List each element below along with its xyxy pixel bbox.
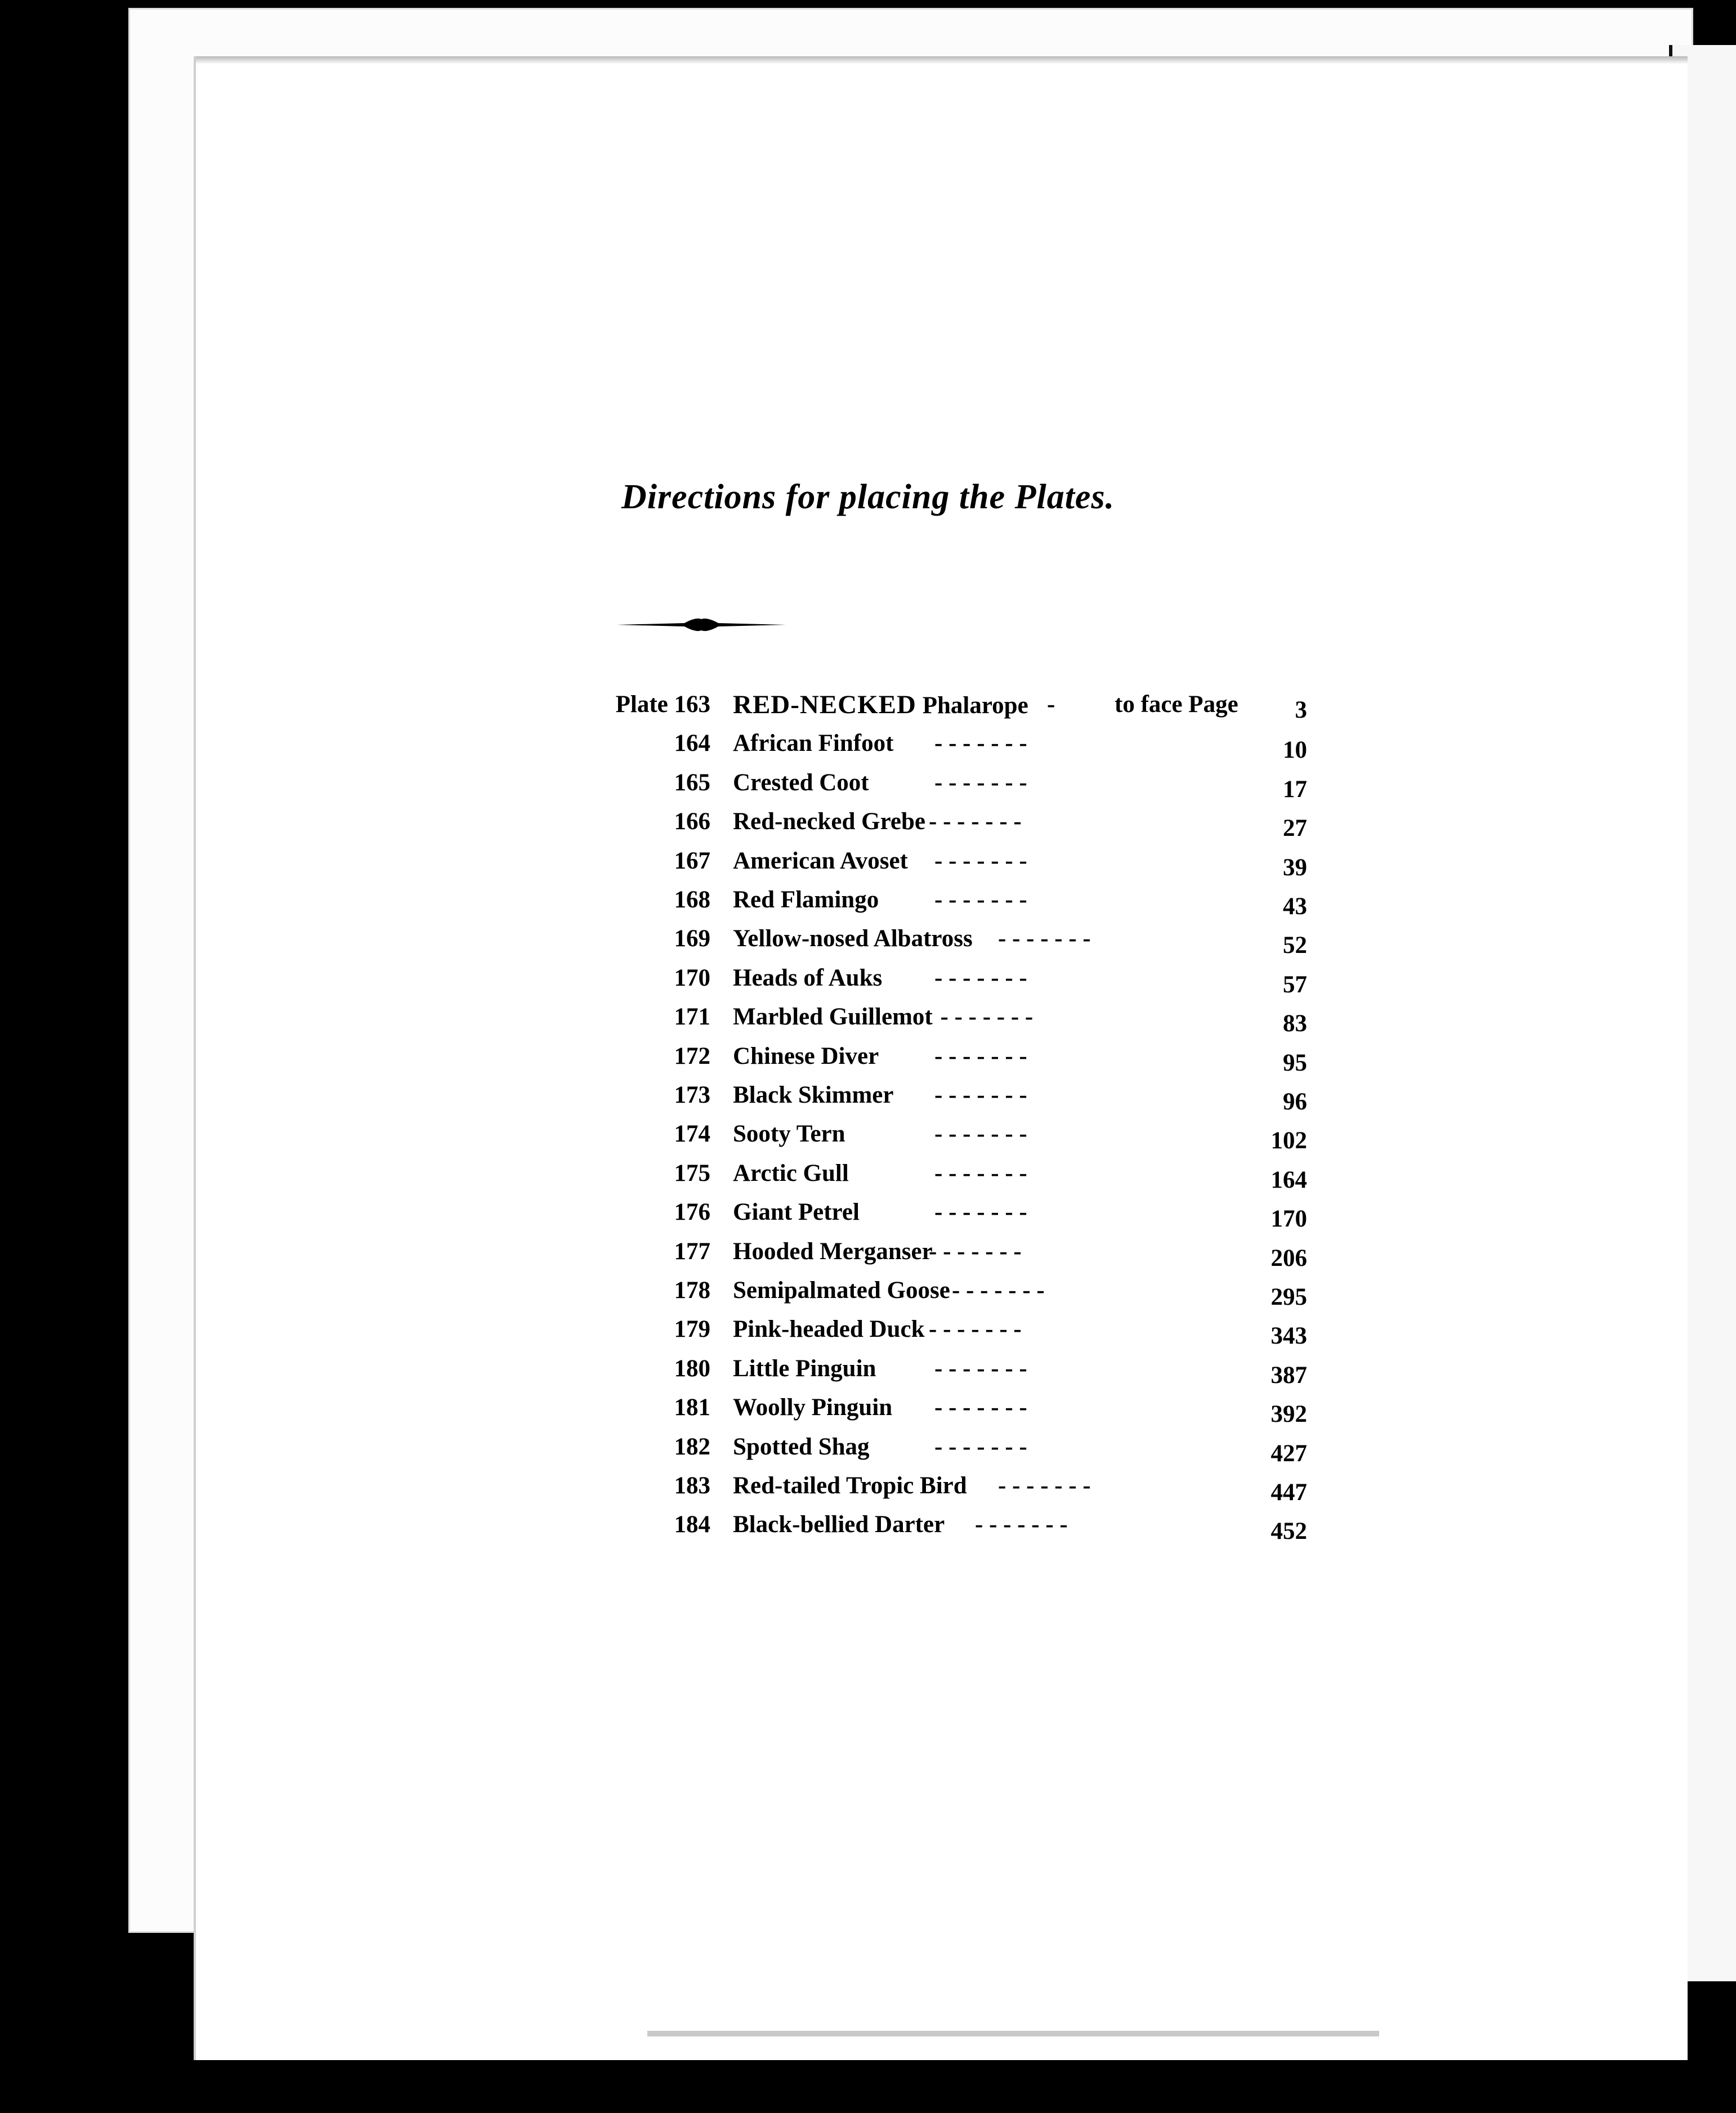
page-title: Directions for placing the Plates. [621,478,1115,516]
page-number: 427 [1270,1440,1307,1467]
plate-number: 184 [674,1511,710,1538]
page-number: 96 [1283,1089,1307,1115]
plate-number: 164 [674,730,710,757]
dot-leader: - - - - - - - [934,769,1027,796]
bird-name: Semipalmated Goose [733,1277,950,1304]
list-item [0,882,1736,918]
plate-number: 181 [674,1394,710,1421]
bird-name: Yellow-nosed Albatross [733,925,973,952]
to-face-page-caption: to face Page [1115,691,1238,718]
plate-number [616,687,710,723]
page-number: 295 [1270,1284,1307,1310]
page-number: 164 [1270,1166,1307,1193]
page-number: 452 [1270,1518,1307,1545]
dot-leader: - - - - - - - [934,1394,1027,1421]
page-number: 95 [1283,1049,1307,1076]
plate-number: 166 [674,808,710,835]
page-number: 43 [1283,893,1307,920]
page-number: 17 [1283,776,1307,803]
plate-number: 182 [674,1433,710,1460]
plate-number: 179 [674,1316,710,1343]
plate-number: 172 [674,1042,710,1069]
dot-leader: - - - - - - - [934,1042,1027,1069]
leader-dash: - [1047,691,1055,718]
list-item [0,843,1736,879]
bird-name: Heads of Auks [733,964,883,991]
dot-leader: - - - - - - - [934,887,1027,913]
bird-name: Sooty Tern [733,1121,845,1148]
list-item [0,1429,1736,1465]
list-item [0,999,1736,1035]
dot-leader: - - - - - - - [934,1082,1027,1108]
bird-name: Chinese Diver [733,1042,879,1069]
page-number: 57 [1283,971,1307,998]
page-number: 10 [1283,737,1307,764]
page-number: 39 [1283,854,1307,881]
list-item [0,1507,1736,1543]
dot-leader: - - - - - - - [934,730,1027,757]
plate-number: 173 [674,1082,710,1108]
list-item [0,960,1736,996]
list-item [0,765,1736,801]
dot-leader: - - - - - - - [929,808,1022,835]
bird-name [733,687,1028,724]
dot-leader: - - - - - - - [998,1472,1091,1499]
dot-leader: - - - - - - - [975,1511,1068,1538]
list-item [0,1077,1736,1113]
bird-name: Spotted Shag [733,1433,870,1460]
plate-number: 169 [674,925,710,952]
bird-name: Crested Coot [733,769,869,796]
bird-name: Red-tailed Tropic Bird [733,1472,967,1499]
plate-number: 170 [674,964,710,991]
list-item [0,1156,1736,1192]
list-item [0,1351,1736,1387]
bird-name-caps: RED-NECKED [733,690,916,719]
list-item [0,1468,1736,1504]
plate-number: 174 [674,1121,710,1148]
dot-leader: - - - - - - - [934,1121,1027,1148]
list-item [0,687,1736,723]
list-item [0,1116,1736,1152]
plate-number: 176 [674,1199,710,1226]
page-number: 3 [1295,697,1307,723]
plate-number: 177 [674,1238,710,1265]
list-item [0,726,1736,762]
dot-leader: - - - - - - - [998,925,1091,952]
plate-number: 168 [674,887,710,913]
bird-name: African Finfoot [733,730,894,757]
page-number: 102 [1270,1127,1307,1154]
bird-name: Red-necked Grebe [733,808,925,835]
dot-leader: - - - - - - - [934,847,1027,874]
plate-number: 180 [674,1355,710,1382]
bird-name: Giant Petrel [733,1199,860,1226]
bird-name-rest: Phalarope [922,692,1028,719]
dot-leader: - - - - - - - [934,1355,1027,1382]
plate-number: 171 [674,1004,710,1031]
plate-number: 175 [674,1160,710,1187]
bird-name: Little Pinguin [733,1355,876,1382]
plate-number: 178 [674,1277,710,1304]
page-number: 170 [1270,1206,1307,1233]
dot-leader: - - - - - - - [934,964,1027,991]
dot-leader: - - - - - - - [934,1199,1027,1226]
page-number: 343 [1270,1323,1307,1350]
bird-name: Hooded Merganser [733,1238,933,1265]
dot-leader: - - - - - - - [929,1238,1022,1265]
bird-name: Black-bellied Darter [733,1511,945,1538]
page-number: 52 [1283,932,1307,959]
list-item [0,1390,1736,1426]
page-number: 83 [1283,1010,1307,1037]
list-item [0,1194,1736,1233]
list-item [0,1311,1736,1348]
page-number: 27 [1283,815,1307,842]
ornament-divider-icon [617,614,786,636]
page-number: 447 [1270,1479,1307,1506]
plate-number: 183 [674,1472,710,1499]
bird-name: Black Skimmer [733,1082,894,1108]
plate-prefix: Plate [615,691,668,718]
bird-name: Red Flamingo [733,887,879,913]
page-number: 387 [1270,1362,1307,1389]
list-item [0,1234,1736,1270]
dot-leader: - - - - - - - [940,1004,1033,1031]
dot-leader: - - - - - - - [934,1433,1027,1460]
page-number: 206 [1270,1244,1307,1272]
list-item [0,804,1736,840]
plate-number: 167 [674,847,710,874]
list-item [0,1273,1736,1309]
dot-leader: - - - - - - - [929,1316,1022,1343]
dot-leader: - - - - - - - [952,1277,1045,1304]
list-item [0,1038,1736,1075]
page-number: 392 [1270,1401,1307,1428]
bird-name: Marbled Guillemot [733,1004,933,1031]
bird-name: Woolly Pinguin [733,1394,893,1421]
bird-name: Arctic Gull [733,1160,849,1187]
bird-name: Pink-headed Duck [733,1316,925,1343]
plate-number-value: 163 [674,691,710,718]
dot-leader: - - - - - - - [934,1160,1027,1187]
plate-number: 165 [674,769,710,796]
list-item [0,921,1736,957]
bird-name: American Avoset [733,847,908,874]
